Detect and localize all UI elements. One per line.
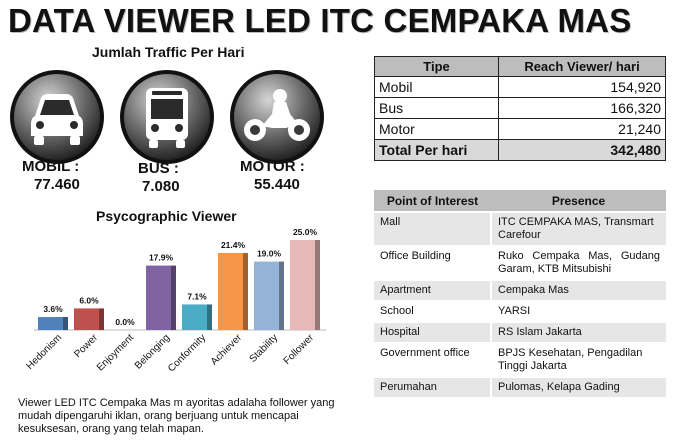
car-badge xyxy=(8,68,106,166)
bus-icon xyxy=(118,68,216,166)
bar-side-belonging xyxy=(171,266,176,330)
bar-side-follower xyxy=(315,240,320,330)
reach-value-cell: 21,240 xyxy=(499,119,666,140)
table-row xyxy=(374,212,666,246)
table-row xyxy=(374,246,666,280)
reach-type-cell: Motor xyxy=(375,119,499,140)
reach-type-cell: Mobil xyxy=(375,77,499,98)
value-label: 25.0% xyxy=(292,227,318,237)
table-row xyxy=(375,119,666,140)
category-label: Achiever xyxy=(208,332,245,368)
value-label: 0.0% xyxy=(115,317,135,327)
reach-header-type: Tipe xyxy=(375,57,499,77)
presence-cell: Ruko Cempaka Mas, Gudang Garam, KTB Mitsubishi xyxy=(491,246,666,280)
table-row xyxy=(374,377,666,398)
traffic-title: Jumlah Traffic Per Hari xyxy=(92,44,245,60)
category-label: Stability xyxy=(247,332,281,365)
motorcycle-count: 55.440 xyxy=(254,176,300,193)
poi-cell: Office Building xyxy=(374,246,491,280)
bar-side-stability xyxy=(279,262,284,330)
poi-table xyxy=(374,190,666,399)
poi-cell: Government office xyxy=(374,343,491,377)
bar-stability xyxy=(254,262,279,330)
table-row xyxy=(375,77,666,98)
table-row xyxy=(374,343,666,377)
bar-conformity xyxy=(182,304,207,330)
bar-achiever xyxy=(218,253,243,330)
presence-cell: RS Islam Jakarta xyxy=(491,322,666,343)
bar-follower xyxy=(290,240,315,330)
value-label: 19.0% xyxy=(256,248,282,259)
car-label: MOBIL : xyxy=(22,158,80,175)
presence-cell: BPJS Kesehatan, Pengadilan Tinggi Jakarta xyxy=(491,343,666,377)
total-value: 342,480 xyxy=(499,140,666,161)
car-count: 77.460 xyxy=(34,176,80,193)
presence-cell: YARSI xyxy=(491,301,666,322)
reach-header-value: Reach Viewer/ hari xyxy=(499,57,666,77)
motorcycle-label: MOTOR : xyxy=(240,158,305,175)
poi-cell: Apartment xyxy=(374,280,491,301)
reach-table xyxy=(374,56,666,161)
category-label: Belonging xyxy=(132,332,173,372)
psychographic-chart xyxy=(8,222,338,392)
table-row xyxy=(374,322,666,343)
poi-cell: Hospital xyxy=(374,322,491,343)
bar-side-hedonism xyxy=(63,317,68,330)
reach-type-cell: Bus xyxy=(375,98,499,119)
bar-side-conformity xyxy=(207,304,212,330)
poi-cell: Perumahan xyxy=(374,377,491,398)
value-label: 17.9% xyxy=(148,252,174,263)
presence-cell: Cempaka Mas xyxy=(491,280,666,301)
motorcycle-badge xyxy=(228,68,326,166)
category-label: Hedonism xyxy=(24,332,65,372)
bar-hedonism xyxy=(38,317,63,330)
poi-cell: School xyxy=(374,301,491,322)
category-label: Power xyxy=(72,332,101,361)
bar-side-power xyxy=(99,308,104,330)
table-row xyxy=(374,280,666,301)
bus-badge xyxy=(118,68,216,166)
table-row xyxy=(375,98,666,119)
table-row xyxy=(374,301,666,322)
reach-value-cell: 166,320 xyxy=(499,98,666,119)
chart-title: Psycographic Viewer xyxy=(96,208,237,224)
poi-cell: Mall xyxy=(374,212,491,246)
description-text: Viewer LED ITC Cempaka Mas m ayoritas adalaha follower yang mudah dipengaruhi iklan, orang berjuang untuk mencapai kesuksesan, orang yang telah mapan. xyxy=(18,397,335,435)
page-title: DATA VIEWER LED ITC CEMPAKA MAS xyxy=(8,2,632,39)
presence-cell: ITC CEMPAKA MAS, Transmart Carefour xyxy=(491,212,666,246)
car-icon xyxy=(8,68,106,166)
bar-power xyxy=(74,308,99,330)
category-label: Conformity xyxy=(166,332,209,375)
total-label: Total Per hari xyxy=(375,140,499,161)
total-row xyxy=(375,140,666,161)
bus-label: BUS : xyxy=(138,160,179,177)
bus-count: 7.080 xyxy=(142,178,180,195)
value-label: 6.0% xyxy=(79,295,99,306)
bar-belonging xyxy=(146,266,171,330)
value-label: 21.4% xyxy=(220,239,246,250)
value-label: 3.6% xyxy=(43,304,63,315)
bar-side-achiever xyxy=(243,253,248,330)
category-label: Enjoyment xyxy=(94,332,137,374)
motorcycle-icon xyxy=(228,68,326,166)
poi-header: Point of Interest xyxy=(374,190,491,212)
presence-cell: Pulomas, Kelapa Gading xyxy=(491,377,666,398)
presence-header: Presence xyxy=(491,190,666,212)
value-label: 7.1% xyxy=(187,291,207,302)
reach-value-cell: 154,920 xyxy=(499,77,666,98)
category-label: Follower xyxy=(281,332,317,367)
